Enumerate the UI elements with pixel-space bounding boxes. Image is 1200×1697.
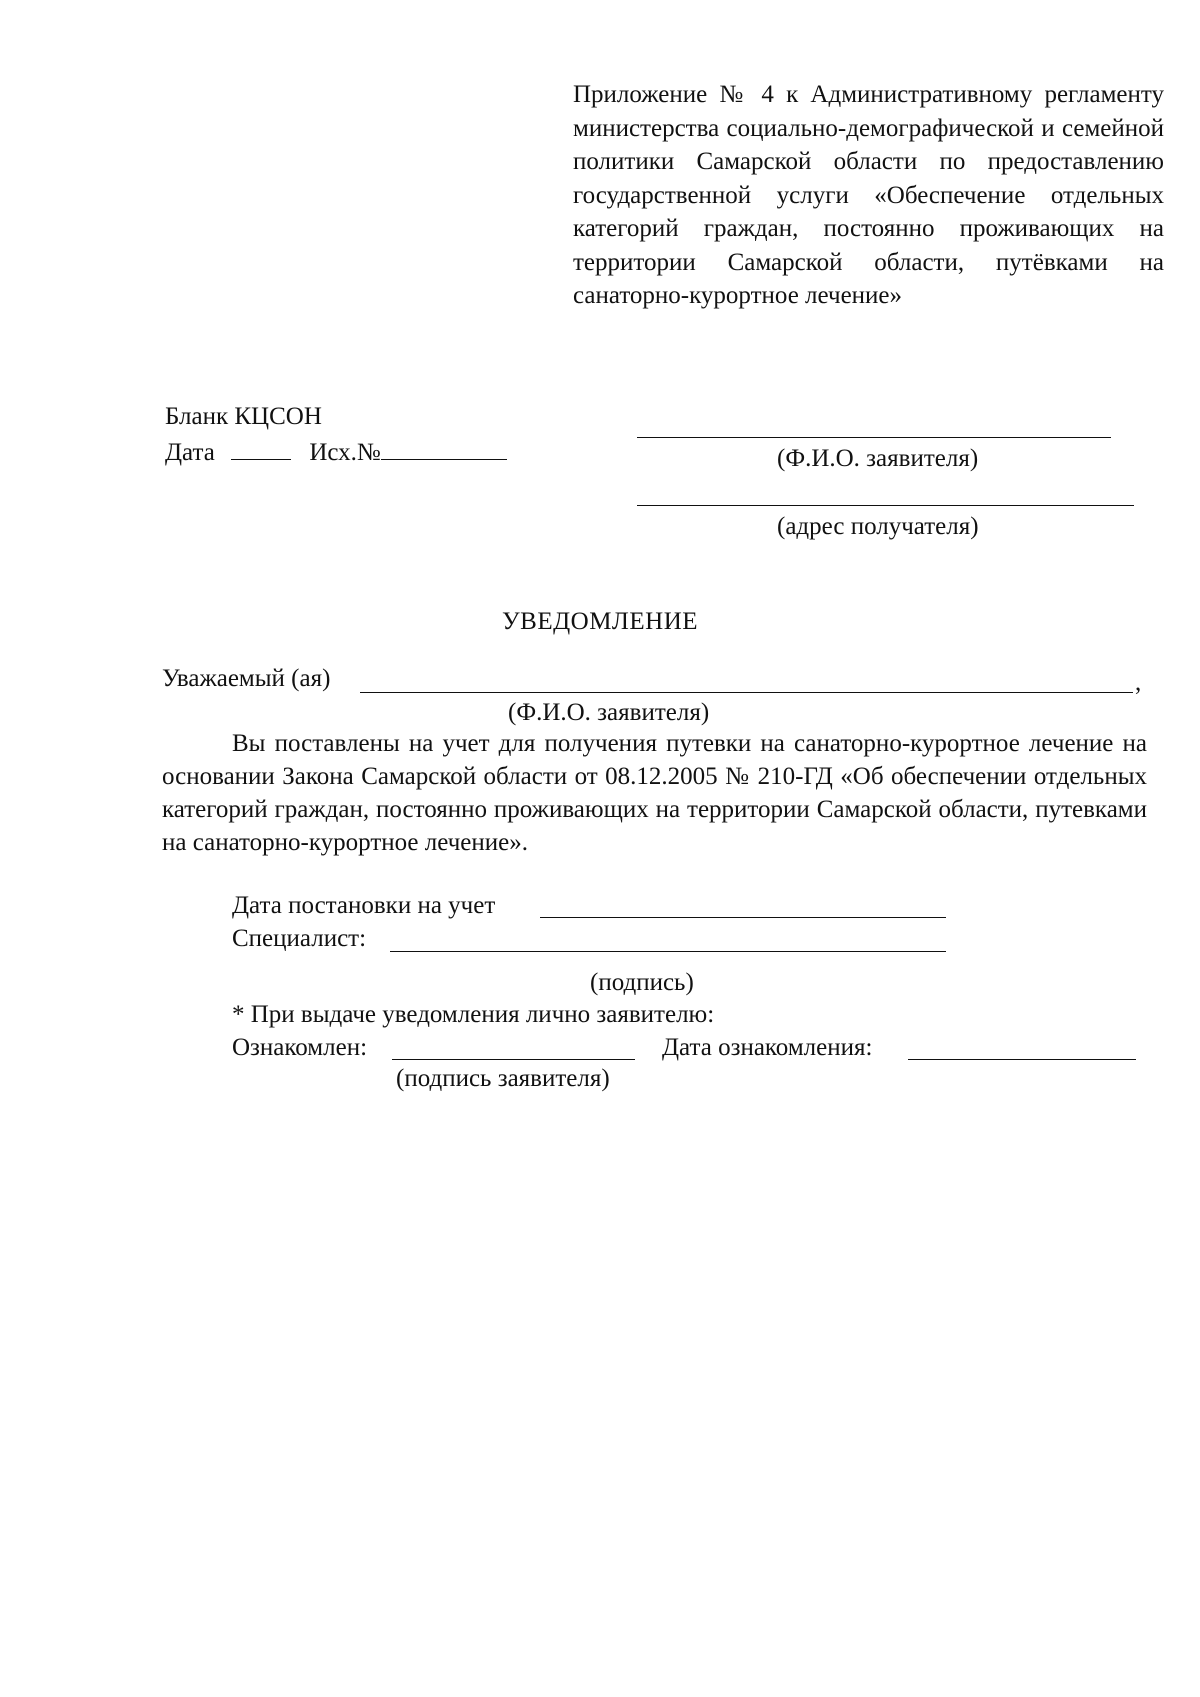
salutation-fio-caption: (Ф.И.О. заявителя)	[508, 699, 710, 726]
specialist-label: Специалист:	[232, 925, 367, 952]
notice-body-text: Вы поставлены на учет для получения путевки на санаторно-курортное лечение на основании Закона Самарской области от 08.12.2005 № 210-ГД «Об обеспечении отдельных категорий граждан, постоянно проживающих на территории Самарской области, путевками на санаторно-курортное лечение».	[162, 730, 1147, 856]
personal-issue-note: * При выдаче уведомления лично заявителю:	[232, 1001, 715, 1028]
salutation-fio-line	[360, 692, 1133, 693]
out-number-label: Исх.№	[309, 439, 381, 466]
notice-body	[162, 727, 1147, 859]
date-label: Дата	[165, 439, 215, 466]
salutation-label: Уважаемый (ая)	[162, 665, 331, 692]
acquaint-date-line	[908, 1059, 1136, 1060]
registration-date-line	[540, 917, 946, 918]
out-number-blank-line	[381, 433, 507, 460]
specialist-line	[390, 951, 946, 952]
recipient-fio-caption: (Ф.И.О. заявителя)	[777, 445, 979, 472]
applicant-signature-caption: (подпись заявителя)	[396, 1065, 610, 1092]
notice-title: УВЕДОМЛЕНИЕ	[501, 608, 699, 635]
blank-org: Бланк КЦСОН	[165, 403, 322, 430]
registration-date-label: Дата постановки на учет	[232, 892, 496, 919]
salutation-comma: ,	[1135, 669, 1142, 696]
acquainted-signature-line	[392, 1059, 635, 1060]
acquaint-date-label: Дата ознакомления:	[662, 1034, 873, 1061]
recipient-fio-line	[637, 437, 1111, 438]
signature-caption: (подпись)	[590, 969, 694, 996]
date-blank-line	[231, 433, 291, 460]
appendix-header: Приложение № 4 к Административному регламенту министерства социально-демографической и семейной политики Самарской области по предоставлению государственной услуги «Обеспечение отдельных категорий граждан, постоянно проживающих на территории Самарской области, путёвками на санаторно-курортное лечение»	[573, 81, 1164, 309]
recipient-address-line	[637, 505, 1134, 506]
recipient-address-caption: (адрес получателя)	[777, 513, 979, 540]
blank-date-row	[165, 433, 507, 469]
acquainted-label: Ознакомлен:	[232, 1034, 368, 1061]
